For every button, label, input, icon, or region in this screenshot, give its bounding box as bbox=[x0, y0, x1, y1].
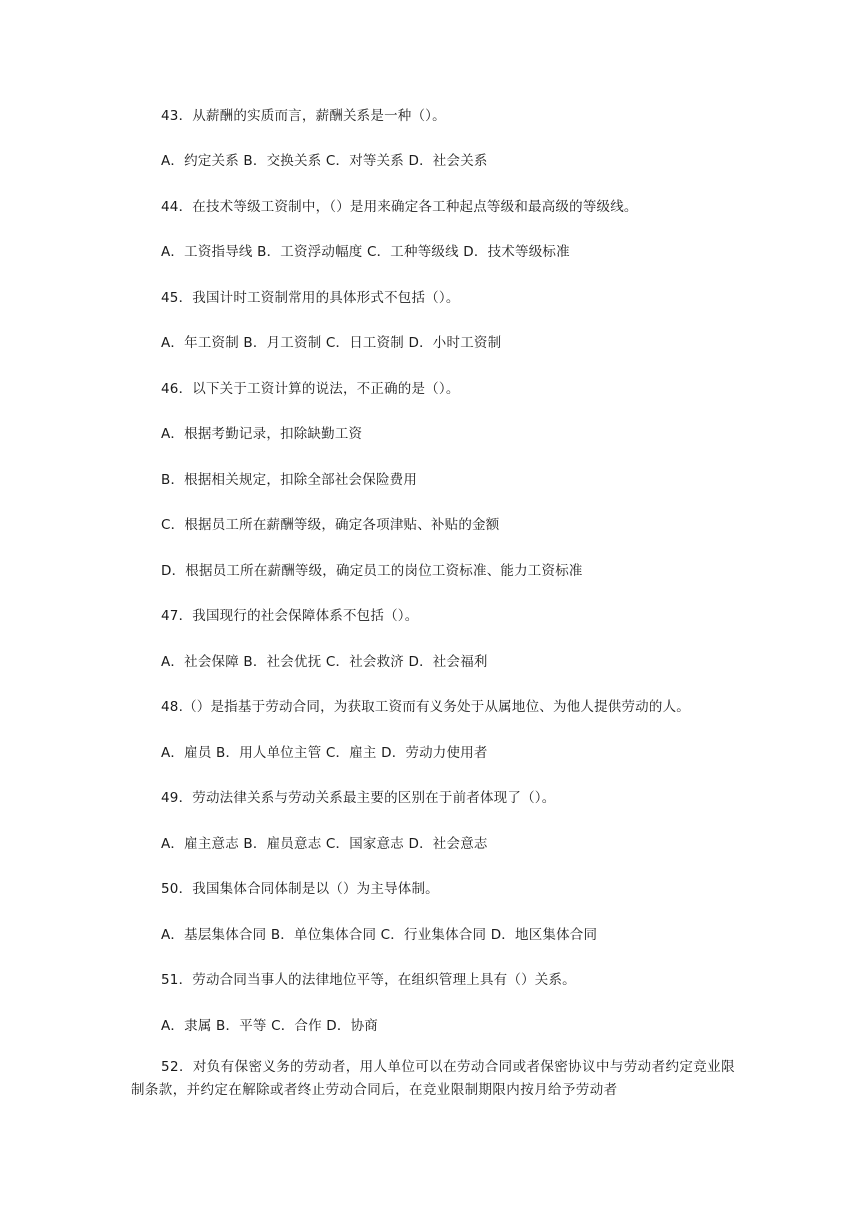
question-43: 43．从薪酬的实质而言，薪酬关系是一种（）。 bbox=[161, 108, 446, 124]
option-46-a: A．根据考勤记录，扣除缺勤工资 bbox=[161, 426, 363, 442]
question-51: 51．劳动合同当事人的法律地位平等，在组织管理上具有（）关系。 bbox=[161, 972, 576, 988]
options-48: A．雇员 B．用人单位主管 C．雇主 D．劳动力使用者 bbox=[161, 745, 488, 761]
options-43: A．约定关系 B．交换关系 C．对等关系 D．社会关系 bbox=[161, 153, 488, 169]
options-45: A．年工资制 B．月工资制 C．日工资制 D．小时工资制 bbox=[161, 335, 502, 351]
question-44: 44．在技术等级工资制中，（）是用来确定各工种起点等级和最高级的等级线。 bbox=[161, 199, 638, 215]
option-46-b: B．根据相关规定，扣除全部社会保险费用 bbox=[161, 472, 418, 488]
question-45: 45．我国计时工资制常用的具体形式不包括（）。 bbox=[161, 290, 460, 306]
question-48: 48.（）是指基于劳动合同，为获取工资而有义务处于从属地位、为他人提供劳动的人。 bbox=[161, 699, 690, 715]
options-50: A．基层集体合同 B．单位集体合同 C．行业集体合同 D．地区集体合同 bbox=[161, 927, 598, 943]
question-50: 50．我国集体合同体制是以（）为主导体制。 bbox=[161, 881, 439, 897]
options-51: A．隶属 B．平等 C．合作 D．协商 bbox=[161, 1018, 378, 1034]
options-44: A．工资指导线 B．工资浮动幅度 C．工种等级线 D．技术等级标准 bbox=[161, 244, 570, 260]
question-52: 52．对负有保密义务的劳动者，用人单位可以在劳动合同或者保密协议中与劳动者约定竞业限制条款，并约定在解除或者终止劳动合同后，在竞业限制期限内按月给予劳动者 bbox=[131, 1059, 735, 1098]
options-49: A．雇主意志 B．雇员意志 C．国家意志 D．社会意志 bbox=[161, 836, 488, 852]
option-46-c: C．根据员工所在薪酬等级，确定各项津贴、补贴的金额 bbox=[161, 517, 500, 533]
question-49: 49．劳动法律关系与劳动关系最主要的区别在于前者体现了（）。 bbox=[161, 790, 556, 806]
question-46: 46．以下关于工资计算的说法，不正确的是（）。 bbox=[161, 381, 460, 397]
question-47: 47．我国现行的社会保障体系不包括（）。 bbox=[161, 608, 419, 624]
options-47: A．社会保障 B．社会优抚 C．社会救济 D．社会福利 bbox=[161, 654, 488, 670]
option-46-d: D．根据员工所在薪酬等级，确定员工的岗位工资标准、能力工资标准 bbox=[161, 563, 583, 579]
